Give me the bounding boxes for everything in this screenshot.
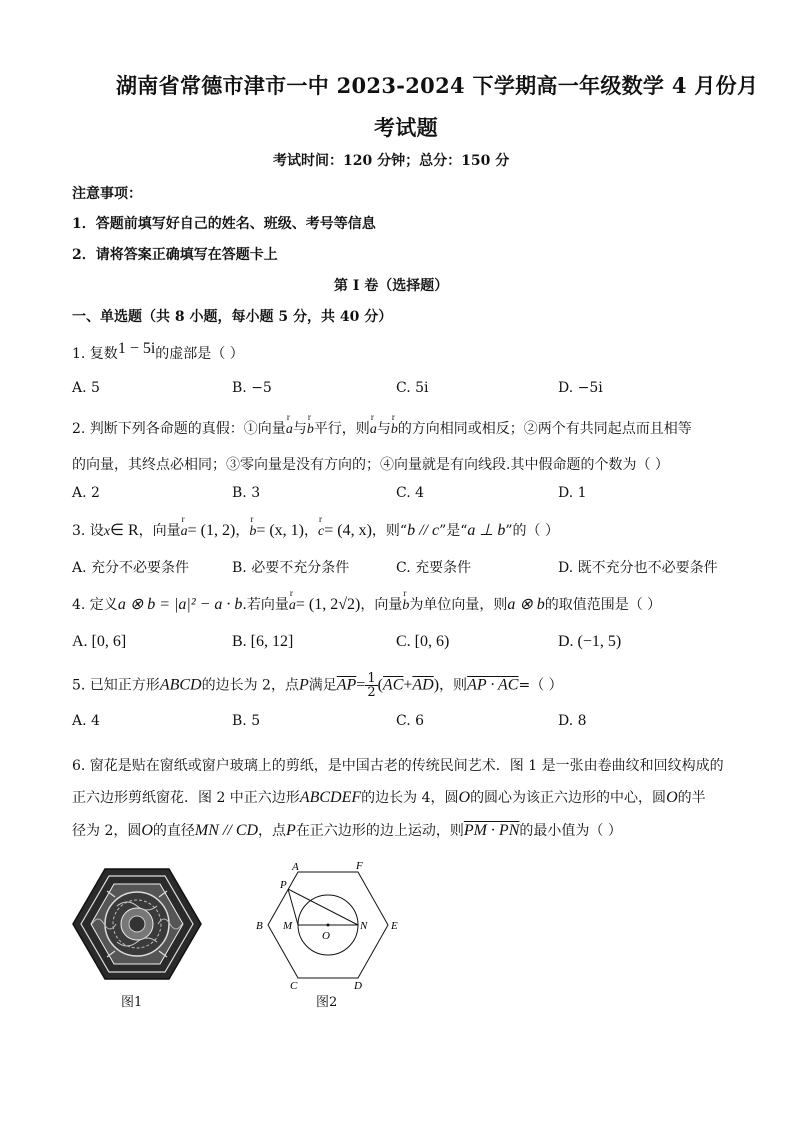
q6-circle-o-3: O (141, 822, 153, 839)
q6-text-3b: 的直径 (152, 823, 195, 839)
q6-mn-parallel-cd: MN // CD (194, 822, 259, 839)
q5-vec-ad: $\overline{AD}$ (412, 676, 434, 694)
q5-half-fraction (365, 672, 377, 699)
q3-in-r: ∈ R (110, 522, 139, 539)
q3-option-d: D. 既不充分也不必要条件 (558, 560, 718, 576)
fig2-label-e: E (391, 920, 398, 932)
q3-vec-a: r a (181, 524, 188, 540)
q4-text-2: .若向量 (242, 597, 289, 613)
q1-option-b: B. −5 (232, 380, 272, 396)
q5-equals: = (356, 676, 366, 694)
q4-option-b: B. [6, 12] (232, 633, 294, 650)
q2-line2: 的向量，其终点必相同；③零向量是没有方向的；④向量就是有向线段.其中假命题的个数为（ ） (72, 457, 669, 473)
q5-stem: 5. 已知正方形ABCD的边长为 2，点P满足$\overline{AP}=$ $\frac{1}{2}$ $(\overline{AC}+\overline{AD})$，则AP · AC=（ ） (72, 671, 563, 700)
q5-text-5: =（ ） (518, 677, 563, 694)
q4-option-a: A. [0, 6] (72, 633, 127, 650)
q3-text-5: ”的（ ） (505, 523, 559, 539)
q2-line1 (72, 418, 692, 438)
q6-text-3c: ，点 (258, 823, 287, 839)
q1-expression: 1 − 5i (117, 340, 156, 357)
q3-option-b: B. 必要不充分条件 (232, 560, 350, 576)
fig2-label-b: B (256, 920, 263, 932)
q2-vec-a2: r a (370, 422, 377, 438)
q4-text-3: ，向量 (360, 597, 403, 613)
q1-option-a: A. 5 (72, 380, 100, 396)
q5-option-a: A. 4 (72, 713, 100, 729)
part-title: 一、单选题（共 8 小题，每小题 5 分，共 40 分） (72, 309, 393, 325)
q2-vec-b2: r b (391, 422, 398, 438)
hexagon-circle-figure (250, 858, 410, 992)
fig2-label-m: M (283, 920, 293, 932)
q6-text-3e: 的最小值为（ ） (519, 823, 622, 839)
q6-text-3d: 在正六边形的边上运动，则 (295, 823, 464, 839)
q5-text-2: 的边长为 2，点 (201, 677, 299, 694)
q6-text-3a: 径为 2，圆 (72, 823, 142, 839)
q6-line2 (72, 787, 706, 807)
q6-text-2b: 的边长为 4，圆 (361, 790, 459, 806)
notice-heading: 注意事项： (72, 186, 142, 202)
q5-square: ABCD (159, 676, 202, 694)
q1-prefix: 1. 复数 (72, 346, 118, 362)
q2-option-a: A. 2 (72, 485, 100, 501)
notice-item-1: 1．答题前填写好自己的姓名、班级、考号等信息 (72, 216, 376, 232)
q2-text-a: 2. 判断下列各命题的真假：①向量 (72, 421, 286, 437)
q3-vec-a-value: = (1, 2) (187, 522, 236, 539)
q6-dot-product: PM · PN (463, 822, 520, 839)
q2-text-b: 平行，则 (313, 421, 370, 437)
q6-hexagon-name: ABCDEF (299, 789, 362, 806)
q2-option-c: C. 4 (396, 485, 425, 501)
q1-stem (72, 340, 244, 363)
q5-option-d: D. 8 (558, 713, 587, 729)
q2-option-b: B. 3 (232, 485, 261, 501)
q1-option-d: D. −5i (558, 380, 603, 396)
q3-condition-2: a ⊥ b (467, 522, 506, 539)
q1-suffix: 的虚部是（ ） (155, 346, 244, 362)
q4-option-c: C. [0, 6) (396, 633, 450, 650)
q6-point-p: P (286, 822, 296, 839)
q3-text-4: ”是“ (439, 523, 468, 539)
q5-vec-ac: $\overline{AC}$ (382, 676, 404, 694)
q4-vec-a: r a (289, 598, 296, 614)
q2-option-d: D. 1 (558, 485, 587, 501)
fig2-label-c: C (290, 980, 298, 992)
q4-vec-b: r b (402, 598, 409, 614)
q6-text-2c: 的圆心为该正六边形的中心，圆 (470, 790, 667, 806)
q5-text-3: 满足 (308, 677, 337, 694)
q6-circle-o-2: O (666, 789, 678, 806)
q3-stem: 3. 设x∈ R，向量r a= (1, 2)，r b= (x, 1)，r c= (4, x)，则“b // c”是“a ⊥ b”的（ ） (72, 520, 559, 540)
q4-definition: a ⊗ b = |a|² − a · b (117, 596, 243, 613)
exam-info: 考试时间：120 分钟；总分：150 分 (273, 153, 510, 169)
q3-vec-c-value: = (4, x) (324, 522, 372, 539)
q2-vec-a: r a (286, 422, 293, 438)
q3-text-2: ，向量 (138, 523, 181, 539)
q3-option-a: A. 充分不必要条件 (72, 560, 190, 576)
figure-2-caption: 图2 (316, 995, 338, 1010)
exam-title-line2: 考试题 (374, 115, 438, 140)
q4-stem (72, 594, 661, 614)
q5-text-4: ，则 (439, 677, 468, 694)
q3-text-3: ，则“ (371, 523, 408, 539)
fig2-label-o: O (322, 930, 330, 942)
fig2-label-a: A (292, 861, 299, 873)
q1-option-c: C. 5i (396, 380, 429, 396)
q3-x: x (103, 524, 111, 539)
fig2-label-d: D (354, 980, 362, 992)
q5-fraction-denominator: 2 (367, 685, 376, 700)
q3-vec-c: r c (318, 524, 324, 540)
q6-text-2a: 正六边形剪纸窗花．图 2 中正六边形 (72, 790, 300, 806)
exam-title-line1: 湖南省常德市津市一中 2023-2024 下学期高一年级数学 4 月份月 (116, 73, 759, 98)
q2-and2: 与 (376, 421, 391, 437)
q5-fraction-numerator: 1 (367, 671, 376, 686)
q4-text-4: 为单位向量，则 (409, 597, 508, 613)
q6-text-2d: 的半 (677, 790, 706, 806)
q4-option-d: D. (−1, 5) (558, 633, 622, 650)
q2-vec-b: r b (307, 422, 314, 438)
q2-text-c: 的方向相同或相反；②两个有共同起点而且相等 (397, 421, 692, 437)
q3-vec-b: r b (249, 524, 256, 540)
volume-title: 第 I 卷（选择题） (334, 278, 449, 294)
q5-plus: + (403, 676, 413, 694)
q4-expression: a ⊗ b (507, 596, 545, 613)
q5-option-b: B. 5 (232, 713, 261, 729)
q5-point-p: P (298, 676, 309, 694)
q3-condition-1: b // c (407, 522, 440, 539)
q5-text-1: 5. 已知正方形 (72, 677, 160, 694)
fig2-label-p: P (280, 879, 287, 891)
q3-vec-b-value: = (x, 1) (256, 522, 305, 539)
notice-item-2: 2．请将答案正确填写在答题卡上 (72, 247, 278, 263)
figure-1-caption: 图1 (121, 995, 143, 1010)
q6-line1: 6. 窗花是贴在窗纸或窗户玻璃上的剪纸，是中国古老的传统民间艺术．图 1 是一张由卷曲纹和回纹构成的 (72, 758, 724, 774)
q4-text-6: 的取值范围是（ ） (544, 597, 662, 613)
q2-and: 与 (292, 421, 307, 437)
fig2-label-n: N (360, 920, 368, 932)
window-flower-figure (72, 866, 202, 982)
q6-circle-o-1: O (458, 789, 471, 806)
q6-line3 (72, 820, 622, 840)
q3-option-c: C. 充要条件 (396, 560, 472, 576)
q5-dot-product: AP · AC (467, 676, 519, 694)
fig2-label-f: F (356, 860, 363, 872)
q4-vec-a-value: = (1, 2√2) (295, 596, 361, 613)
q3-text-1: 3. 设 (72, 523, 104, 539)
q5-option-c: C. 6 (396, 713, 425, 729)
q5-vec-ap: $\overline{AP}$ (336, 676, 357, 694)
q4-text-1: 4. 定义 (72, 597, 118, 613)
